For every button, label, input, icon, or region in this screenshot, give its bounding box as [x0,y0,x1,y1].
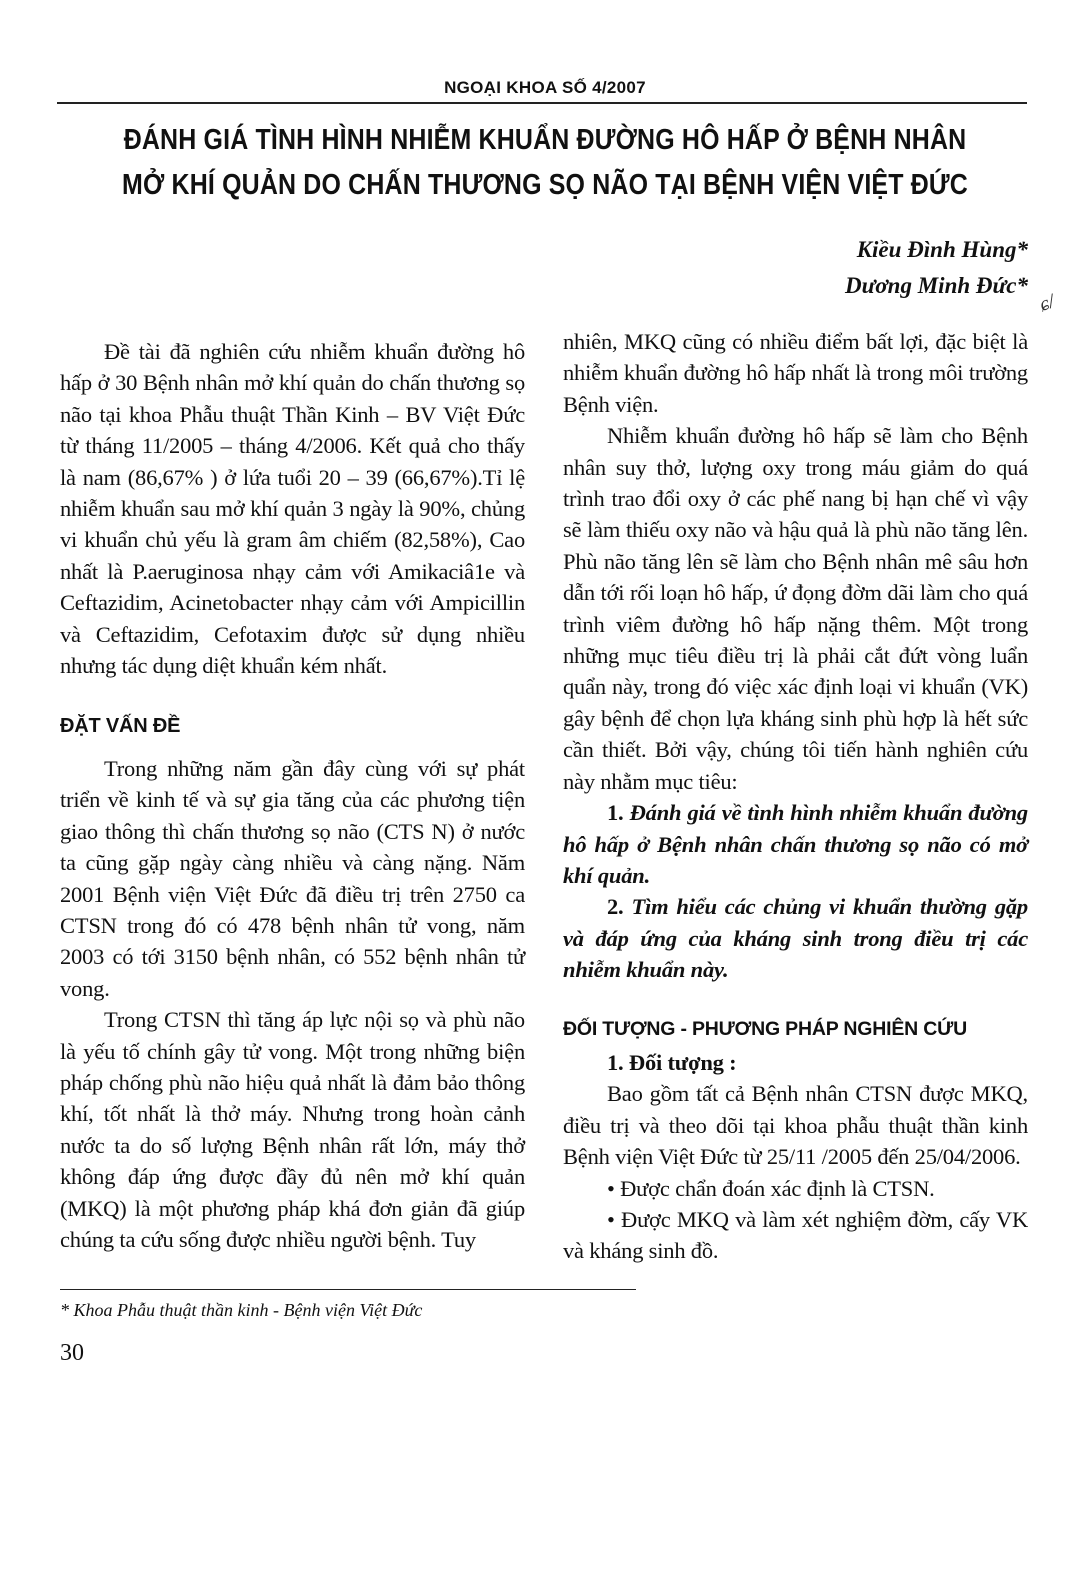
list-item: • Được MKQ và làm xét nghiệm đờm, cấy VK và kháng sinh đồ. [563,1206,1028,1264]
paragraph: Trong những năm gần đây cùng với sự phát triển về kinh tế và sự gia tăng của các phương tiện giao thông thì chấn thương sọ não (CTS N) ở nước ta cũng gặp ngày càng nhiều và càng nặng. Năm 2001 Bệnh viện Việt Đức đã điều trị trên 2750 ca CTSN trong đó có 478 bệnh nhân tử vong, năm 2003 có tới 3150 bệnh nhân, có 552 bệnh nhân tử vong. [60,755,525,1001]
left-column [60,326,525,1255]
list-item: • Được chẩn đoán xác định là CTSN. [607,1175,935,1201]
author-1: Kiều Đình Hùng* [856,237,1028,262]
paragraph: Trong CTSN thì tăng áp lực nội sọ và phù não là yếu tố chính gây tử vong. Một trong những biện pháp chống phù não hiệu quả nhất là đảm bảo thông khí, tốt nhất là thở máy. Nhưng trong hoàn cảnh nước ta do số lượng Bệnh nhân rất lớn, máy thở không đáp ứng được đầy đủ nên mở khí quản (MKQ) là một phương pháp khá đơn giản đã giúp chúng ta cứu sống được nhiều người bệnh. Tuy [60,1007,525,1252]
footnote-rule [60,1289,636,1290]
author-2: Dương Minh Đức* [844,273,1028,298]
criteria-list [563,1173,1028,1267]
subheading-subjects: 1. Đối tượng : [607,1049,737,1075]
handwritten-mark: ɕ/ [1036,290,1058,316]
title-line-2: MỞ KHÍ QUẢN DO CHẤN THƯƠNG SỌ NÃO TẠI BỆNH VIỆN VIỆT ĐỨC [122,169,968,201]
two-column-body [60,326,1028,1267]
page-number: 30 [60,1339,84,1366]
objective-2: 2. Tìm hiểu các chủng vi khuẩn thường gặp và đáp ứng của kháng sinh trong điều trị các nhiễm khuẩn này. [563,894,1028,983]
section-heading-methods: ĐỐI TƯỢNG - PHƯƠNG PHÁP NGHIÊN CỨU [563,1017,967,1040]
footnote: * Khoa Phẫu thuật thần kinh - Bệnh viện Việt Đức [60,1299,423,1320]
abstract: Đề tài đã nghiên cứu nhiễm khuẩn đường hô hấp ở 30 Bệnh nhân mở khí quản do chấn thương sọ não tại khoa Phẫu thuật Thần Kinh – BV Việt Đức từ tháng 11/2005 – tháng 4/2006. Kết quả cho thấy là nam (86,67% ) ở lứa tuổi 20 – 39 (66,67%).Tỉ lệ nhiễm khuẩn sau mở khí quản 3 ngày là 90%, chủng vi khuẩn chủ yếu là gram âm chiếm (82,58%), Cao nhất là P.aeruginosa nhạy cảm với Amikaciâ1e và Ceftazidim, Acinetobacter nhạy cảm với Ampicillin và Ceftazidim, Cefotaxim được sử dụng nhiều nhưng tác dụng diệt khuẩn kém nhất. [60,339,525,679]
paragraph: Bao gồm tất cả Bệnh nhân CTSN được MKQ, điều trị và theo dõi tại khoa phẫu thuật thần kinh Bệnh viện Việt Đức từ 25/11 /2005 đến 25/04/2006. [563,1081,1028,1170]
section-heading-introduction: ĐẶT VẤN ĐỀ [60,715,181,738]
right-column [563,326,1028,1267]
page-footer [60,1289,1028,1387]
paragraph: Nhiễm khuẩn đường hô hấp sẽ làm cho Bệnh nhân suy thở, lượng oxy trong máu giảm do quá trình trao đổi oxy ở các phế nang bị hạn chế vì vậy sẽ làm thiếu oxy não và hậu quả là phù não tăng lên. Phù não tăng lên sẽ làm cho Bệnh nhân mê sâu hơn dẫn tới rối loạn hô hấp, ứ đọng đờm dãi làm cho quá trình viêm đường hô hấp nặng thêm. Một trong những mục tiêu điều trị là phải cắt đứt vòng luẩn quẩn này, trong đó việc xác định loại vi khuẩn (VK) gây bệnh để chọn lựa kháng sinh phù hợp là hết sức cần thiết. Bởi vậy, chúng tôi tiến hành nghiên cứu này nhằm mục tiêu: [563,423,1028,794]
objective-1: 1. Đánh giá về tình hình nhiễm khuẩn đường hô hấp ở Bệnh nhân chấn thương sọ não có mở khí quản. [563,800,1028,888]
journal-header: NGOẠI KHOA SỐ 4/2007 [444,78,646,97]
title-line-1: ĐÁNH GIÁ TÌNH HÌNH NHIỄM KHUẨN ĐƯỜNG HÔ HẤP Ở BỆNH NHÂN [123,124,967,156]
paragraph-continued: nhiên, MKQ cũng có nhiều điểm bất lợi, đặc biệt là nhiễm khuẩn đường hô hấp nhất là trong môi trường Bệnh viện. [563,329,1028,417]
